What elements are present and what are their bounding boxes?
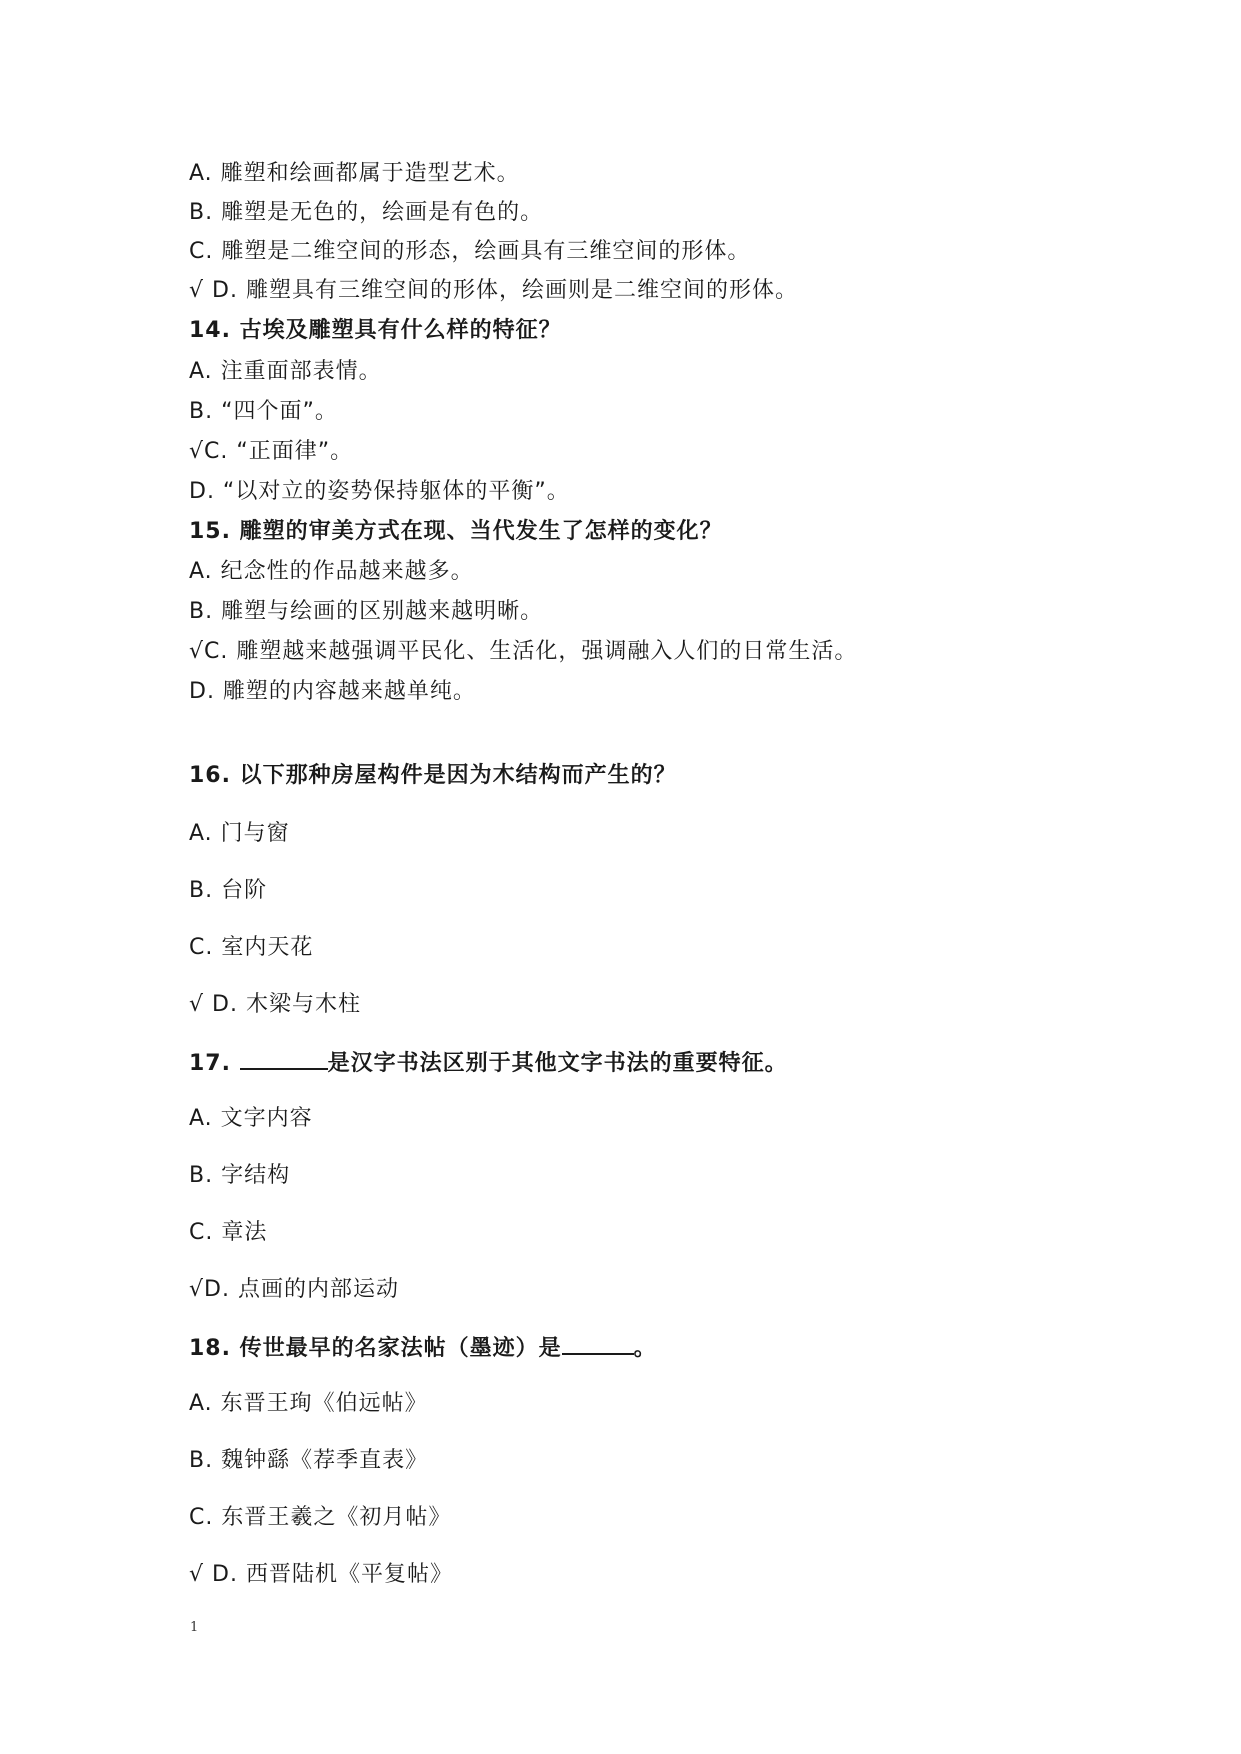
- q13-option-a: A. 雕塑和绘画都属于造型艺术。: [189, 161, 520, 186]
- q18-title: [189, 1333, 657, 1363]
- q13-option-c: C. 雕塑是二维空间的形态，绘画具有三维空间的形体。: [189, 239, 751, 264]
- q15-option-d: D. 雕塑的内容越来越单纯。: [189, 679, 476, 704]
- q17-title-text: 是汉字书法区别于其他文字书法的重要特征。: [327, 1051, 788, 1076]
- fill-in-blank: [240, 1048, 328, 1070]
- q18-option-b: B. 魏钟繇《荐季直表》: [189, 1448, 429, 1473]
- q14-option-d: D. “以对立的姿势保持躯体的平衡”。: [189, 479, 570, 504]
- q18-title-end: 。: [633, 1336, 657, 1361]
- q15-option-c-correct: √C. 雕塑越来越强调平民化、生活化，强调融入人们的日常生活。: [189, 639, 858, 664]
- fill-in-blank: [562, 1333, 634, 1355]
- q18-option-d-correct: √ D. 西晋陆机《平复帖》: [189, 1562, 453, 1587]
- q13-option-d-correct: √ D. 雕塑具有三维空间的形体，绘画则是二维空间的形体。: [189, 278, 798, 303]
- q17-option-d-correct: √D. 点画的内部运动: [189, 1277, 399, 1302]
- q14-option-b: B. “四个面”。: [189, 399, 338, 424]
- q17-option-c: C. 章法: [189, 1220, 268, 1245]
- q13-option-b: B. 雕塑是无色的，绘画是有色的。: [189, 200, 544, 225]
- q16-option-d-correct: √ D. 木梁与木柱: [189, 992, 361, 1017]
- q16-title: 16. 以下那种房屋构件是因为木结构而产生的？: [189, 763, 677, 788]
- q17-number: 17.: [189, 1051, 240, 1076]
- q14-option-a: A. 注重面部表情。: [189, 359, 382, 384]
- q15-option-a: A. 纪念性的作品越来越多。: [189, 559, 474, 584]
- q15-option-b: B. 雕塑与绘画的区别越来越明晰。: [189, 599, 544, 624]
- q14-title: 14. 古埃及雕塑具有什么样的特征？: [189, 318, 562, 343]
- q17-title: [189, 1048, 788, 1078]
- q18-title-text: 18. 传世最早的名家法帖（墨迹）是: [189, 1336, 562, 1361]
- q16-option-c: C. 室内天花: [189, 935, 314, 960]
- q16-option-a: A. 门与窗: [189, 821, 290, 846]
- page-number: 1: [190, 1620, 199, 1635]
- q17-option-b: B. 字结构: [189, 1163, 291, 1188]
- q18-option-c: C. 东晋王羲之《初月帖》: [189, 1505, 452, 1530]
- q15-title: 15. 雕塑的审美方式在现、当代发生了怎样的变化？: [189, 519, 723, 544]
- q16-option-b: B. 台阶: [189, 878, 268, 903]
- q18-option-a: A. 东晋王珣《伯远帖》: [189, 1391, 428, 1416]
- q14-option-c-correct: √C. “正面律”。: [189, 439, 354, 464]
- q17-option-a: A. 文字内容: [189, 1106, 313, 1131]
